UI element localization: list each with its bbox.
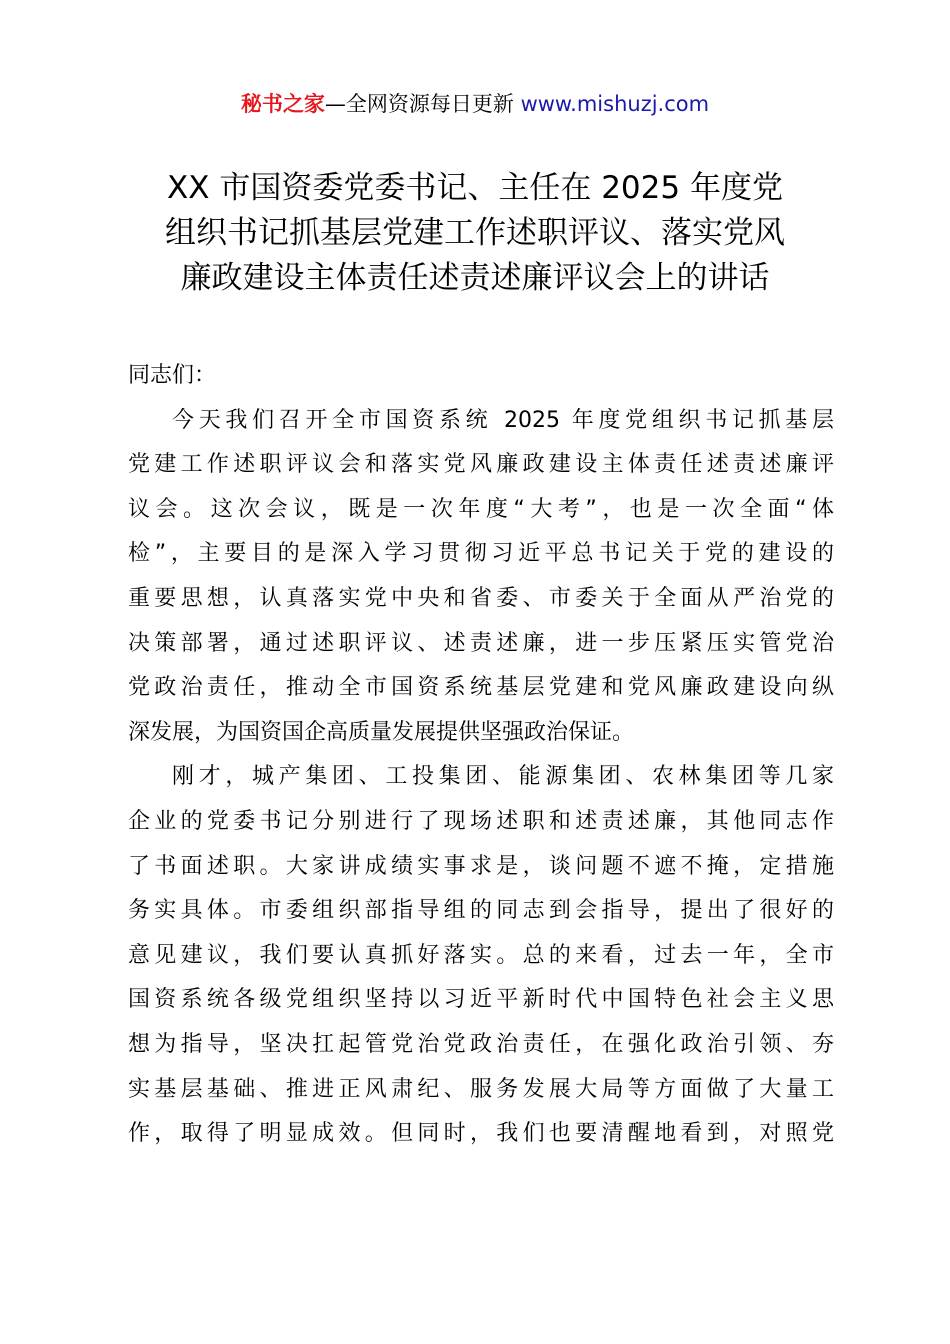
- paragraph-line: 今天我们召开全市国资系统 2025 年度党组织书记抓基层: [172, 407, 834, 433]
- paragraph-line: 国资系统各级党组织坚持以习近平新时代中国特色社会主义思: [128, 987, 834, 1013]
- paragraph-line: 意见建议，我们要认真抓好落实。总的来看，过去一年，全市: [128, 942, 834, 968]
- paragraph-line: 企业的党委书记分别进行了现场述职和述责述廉，其他同志作: [128, 808, 834, 834]
- title-line: 廉政建设主体责任述责述廉评议会上的讲话: [180, 260, 770, 296]
- paragraph-line: 决策部署，通过述职评议、述责述廉，进一步压紧压实管党治: [128, 630, 834, 656]
- site-url-link[interactable]: www.mishuzj.com: [520, 92, 710, 116]
- paragraph-line: 重要思想，认真落实党中央和省委、市委关于全面从严治党的: [128, 585, 834, 611]
- paragraph-line: 党政治责任，推动全市国资系统基层党建和党风廉政建设向纵: [128, 675, 834, 701]
- brand-name: 秘书之家: [240, 92, 325, 116]
- paragraph-line: 作，取得了明显成效。但同时，我们也要清醒地看到，对照党: [128, 1121, 834, 1147]
- site-header: [0, 86, 950, 122]
- paragraph-line: 议会。这次会议，既是一次年度“大考”，也是一次全面“体: [128, 496, 834, 522]
- document-title: [100, 166, 850, 301]
- title-line: 组织书记抓基层党建工作述职评议、落实党风: [165, 215, 785, 251]
- paragraph-line: 深发展，为国资国企高质量发展提供坚强政治保证。: [128, 719, 635, 745]
- paragraph-line: 了书面述职。大家讲成绩实事求是，谈问题不遮不掩，定措施: [128, 853, 834, 879]
- paragraph-1: [128, 399, 834, 756]
- paragraph-line: 检”，主要目的是深入学习贯彻习近平总书记关于党的建设的: [128, 541, 834, 567]
- paragraph-line: 想为指导，坚决扛起管党治党政治责任，在强化政治引领、夯: [128, 1031, 834, 1057]
- header-slogan: —全网资源每日更新: [324, 92, 521, 116]
- paragraph-2: [128, 755, 834, 1156]
- salutation: 同志们：: [128, 363, 217, 388]
- paragraph-line: 实基层基础、推进正风肃纪、服务发展大局等方面做了大量工: [128, 1076, 834, 1102]
- paragraph-line: 刚才，城产集团、工投集团、能源集团、农林集团等几家: [172, 764, 834, 790]
- document-body: [128, 354, 834, 1157]
- paragraph-line: 党建工作述职评议会和落实党风廉政建设主体责任述责述廉评: [128, 452, 834, 478]
- title-line: XX 市国资委党委书记、主任在 2025 年度党: [167, 170, 783, 206]
- paragraph-line: 务实具体。市委组织部指导组的同志到会指导，提出了很好的: [128, 898, 834, 924]
